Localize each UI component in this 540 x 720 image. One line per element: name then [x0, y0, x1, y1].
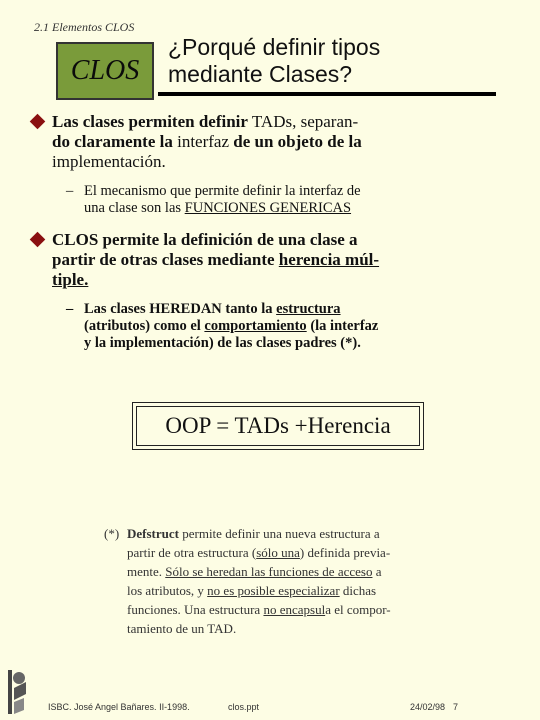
footnote-marker: (*)	[104, 526, 120, 541]
university-logo-icon	[6, 668, 28, 716]
behavior-term: comportamiento	[204, 318, 307, 334]
section-label: 2.1 Elementos CLOS	[34, 20, 135, 34]
clos-badge	[56, 42, 154, 100]
bullet-1-line-1-rest: TADs, separan-	[247, 112, 359, 131]
formula-text: OOP = TADs +Herencia	[136, 406, 420, 446]
diamond-bullet-icon	[30, 232, 46, 248]
bullet-2-line-3: tiple.	[52, 270, 89, 289]
bullet-1-line-2-rest: interfaz	[172, 132, 234, 151]
footnote-line-4b: dichas	[339, 583, 377, 598]
footnote-line-5a: funciones. Una estructura	[127, 602, 264, 617]
footnote-line-2u: sólo una	[256, 545, 300, 560]
bullet-1-line-1-bold: Las clases permiten definir	[52, 112, 248, 131]
multiple-inheritance-term: herencia múl-	[278, 250, 380, 269]
footnote-line-5b: a el compor-	[325, 602, 391, 617]
dash-marker: –	[66, 301, 74, 317]
footer-author: ISBC. José Angel Bañares. II-1998.	[48, 702, 190, 712]
footnote-line-1: permite definir una nueva estructura a	[178, 526, 380, 541]
footnote-line-3a: mente.	[127, 564, 166, 579]
sub-bullet-2-line-1: Las clases HEREDAN tanto la	[84, 301, 277, 317]
footnote-line-6: tamiento de un TAD.	[127, 621, 237, 636]
defstruct-keyword: Defstruct	[127, 526, 179, 541]
structure-term: estructura	[276, 301, 341, 317]
bullet-2-line-1: CLOS permite la definición de una clase a	[52, 230, 358, 249]
bullet-2-line-2: partir de otras clases mediante	[52, 250, 279, 269]
sub-bullet-1-line-2: una clase son las	[84, 200, 185, 216]
footnote	[104, 524, 464, 638]
bullet-1-line-2-bold: do claramente la	[52, 132, 173, 151]
title-line-1: ¿Porqué definir tipos	[168, 34, 381, 60]
formula-box	[132, 402, 424, 450]
footer-file: clos.ppt	[228, 702, 260, 712]
sub-bullet-2	[66, 301, 524, 352]
sub-bullet-1-line-1: El mecanismo que permite definir la interfaz de	[84, 183, 361, 199]
sub-bullet-2-line-3: y la implementación) de las clases padres (*).	[84, 335, 361, 351]
title-underline	[158, 92, 496, 96]
sub-bullet-2-line-2-rest: (la interfaz	[306, 318, 379, 334]
sub-bullet-1	[66, 183, 524, 217]
title-line-2: mediante Clases?	[168, 61, 353, 87]
bullet-2	[52, 230, 522, 290]
footnote-line-5u: no encapsul	[263, 602, 326, 617]
footnote-line-2a: partir de otra estructura (	[127, 545, 257, 560]
footnote-line-3u: Sólo se heredan las funciones de acceso	[165, 564, 373, 579]
sub-bullet-2-line-2: (atributos) como el	[84, 318, 205, 334]
diamond-bullet-icon	[30, 114, 46, 130]
footer-page-number: 7	[453, 702, 459, 712]
generic-functions-term: FUNCIONES GENERICAS	[184, 200, 352, 216]
footnote-line-2b: ) definida previa-	[299, 545, 391, 560]
footer-date: 24/02/98	[410, 702, 446, 712]
bullet-1-line-2-bold2: de un objeto de la	[233, 132, 362, 151]
bullet-1	[52, 112, 522, 172]
footnote-line-3b: a	[372, 564, 382, 579]
footnote-line-4a: los atributos, y	[127, 583, 208, 598]
clos-badge-text: CLOS	[70, 55, 140, 86]
footnote-line-4u: no es posible especializar	[207, 583, 340, 598]
slide-title	[168, 34, 380, 88]
dash-marker: –	[66, 183, 74, 199]
bullet-1-line-3: implementación.	[52, 152, 166, 171]
